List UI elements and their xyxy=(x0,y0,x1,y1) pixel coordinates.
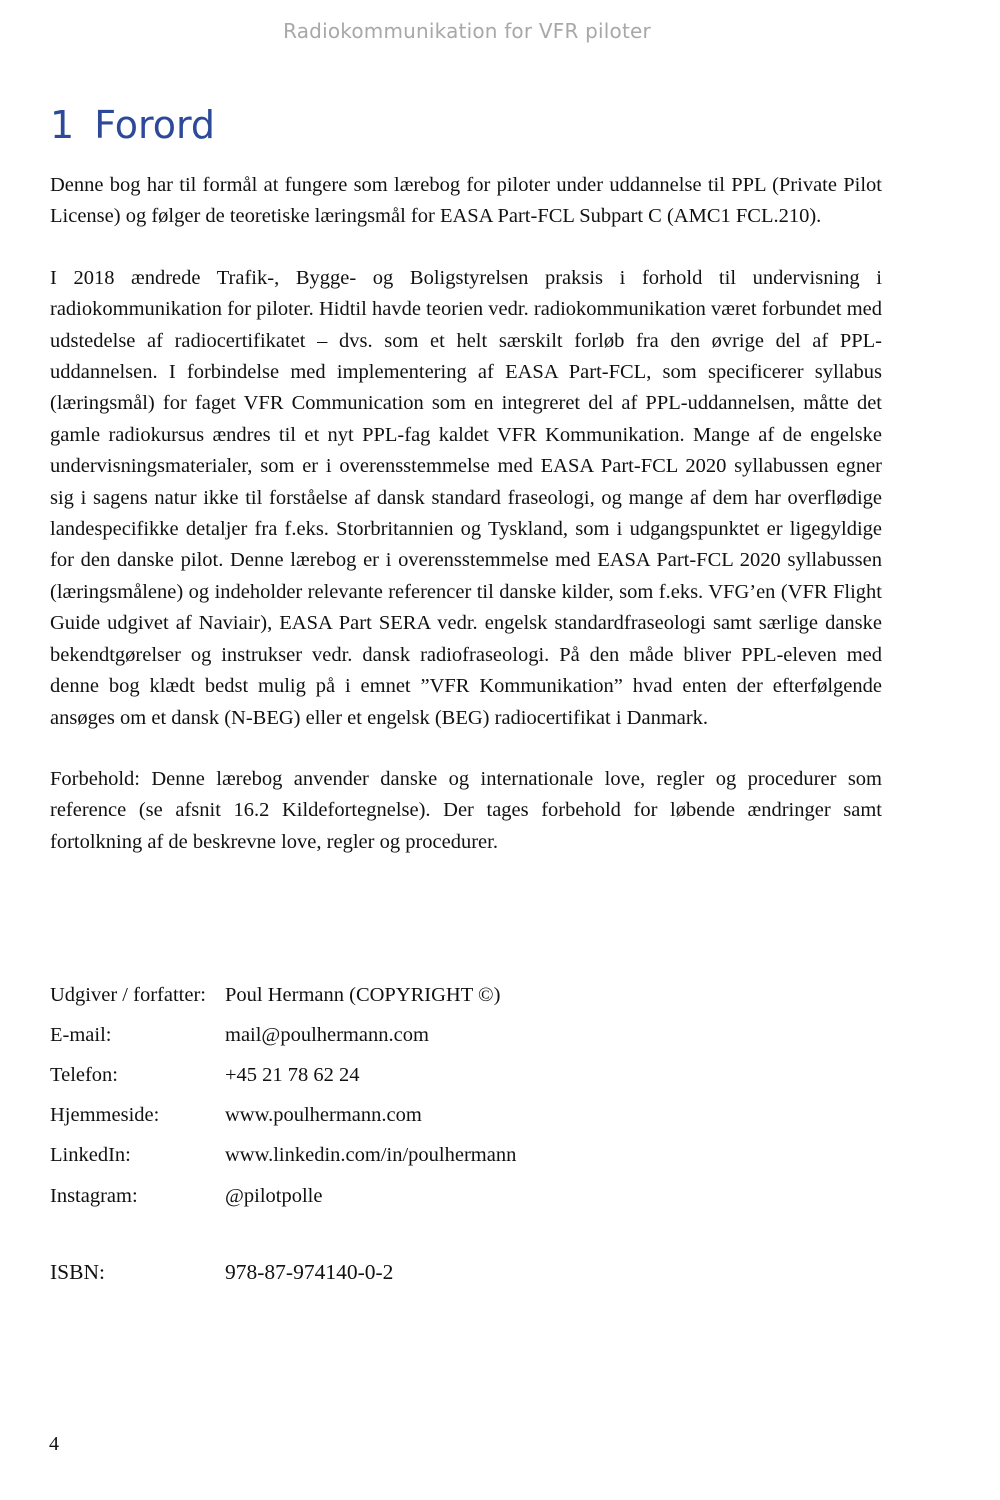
colophon-value: www.linkedin.com/in/poulhermann xyxy=(225,1144,517,1167)
colophon-label: E-mail: xyxy=(50,1023,112,1046)
colophon-label: Telefon: xyxy=(50,1063,119,1086)
colophon-value: +45 21 78 62 24 xyxy=(225,1063,360,1086)
colophon-value: @pilotpolle xyxy=(225,1184,323,1207)
colophon xyxy=(50,975,900,1216)
chapter-title: Forord xyxy=(94,103,216,147)
paragraph-background: I 2018 ændrede Trafik-, Bygge- og Boligstyrelsen praksis i forhold til undervisning i radiokommunikation for piloter. Hidtil havde teorien vedr. radiokommunikation været forbundet med udstedelse af radiocertifikatet – dvs. som et helt særskilt forløb fra den øvrige del af PPL-uddannelsen. I forbindelse med implementering af EASA Part-FCL, som specificerer syllabus (læringsmål) for faget VFR Communication som en integreret del af PPL-uddannelsen, måtte det gamle radiokursus ændres til et nyt PPL-fag kaldet VFR Kommunikation. Mange af de engelske undervisningsmaterialer, som er i overensstemmelse med EASA Part-FCL 2020 syllabussen egner sig i sagens natur ikke til forståelse af dansk standard fraseologi, og mange af dem har overflødige landespecifikke detaljer fra f.eks. Storbritannien og Tyskland, som i udgangspunktet er ligegyldige for den danske pilot. Denne lærebog er i overensstemmelse med EASA Part-FCL 2020 syllabussen (læringsmålene) og indeholder relevante referencer til danske kilder, som f.eks. VFG’en (VFR Flight Guide udgivet af Naviair), EASA Part SERA vedr. engelsk standardfraseologi samt særlige danske bekendtgørelser og instrukser vedr. dansk radiofraseologi. På den måde bliver PPL-eleven med denne bog klædt bedst mulig på i emnet ”VFR Kommunikation” hvad enten der efterfølgende ansøges om et dansk (N-BEG) eller et engelsk (BEG) radiocertifikat i Danmark. xyxy=(50,266,882,729)
isbn-value: 978-87-974140-0-2 xyxy=(225,1260,394,1284)
colophon-row-instagram xyxy=(50,1176,900,1216)
colophon-value: mail@poulhermann.com xyxy=(225,1023,429,1046)
chapter-number: 1 xyxy=(50,103,75,147)
isbn-row xyxy=(50,1260,393,1285)
colophon-value: Poul Hermann (COPYRIGHT ©) xyxy=(225,983,501,1006)
colophon-row-email xyxy=(50,1015,900,1055)
isbn-label: ISBN: xyxy=(50,1260,105,1284)
running-header: Radiokommunikation for VFR piloter xyxy=(283,19,651,43)
body-text xyxy=(50,170,882,888)
colophon-value: www.poulhermann.com xyxy=(225,1104,422,1127)
colophon-row-publisher xyxy=(50,975,900,1015)
colophon-label: Udgiver / forfatter: xyxy=(50,983,206,1006)
colophon-row-website xyxy=(50,1096,900,1136)
colophon-row-linkedin xyxy=(50,1136,900,1176)
paragraph-disclaimer: Forbehold: Denne lærebog anvender danske og internationale love, regler og procedurer som reference (se afsnit 16.2 Kildefortegnelse). Der tages forbehold for løbende ændringer samt fortolkning af de beskrevne love, regler og procedurer. xyxy=(50,767,882,853)
chapter-heading xyxy=(50,103,215,149)
page-number: 4 xyxy=(49,1433,59,1455)
colophon-row-phone xyxy=(50,1055,900,1095)
paragraph-purpose: Denne bog har til formål at fungere som lærebog for piloter under uddannelse til PPL (Private Pilot License) og følger de teoretiske læringsmål for EASA Part-FCL Subpart C (AMC1 FCL.210). xyxy=(50,174,882,228)
colophon-label: Hjemmeside: xyxy=(50,1104,160,1127)
colophon-label: Instagram: xyxy=(50,1184,138,1207)
colophon-label: LinkedIn: xyxy=(50,1144,131,1167)
